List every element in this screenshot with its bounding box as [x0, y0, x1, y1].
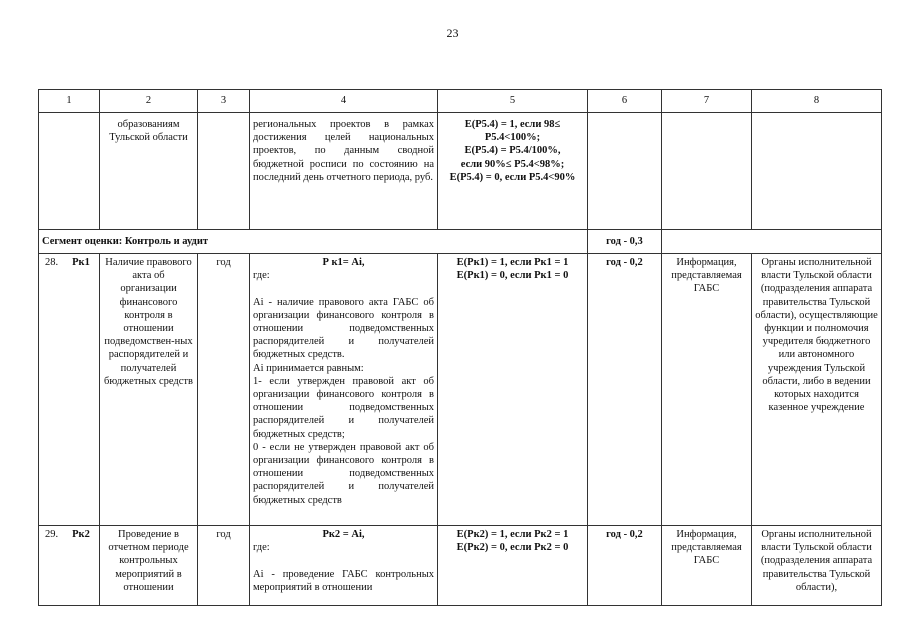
segment-row [39, 230, 882, 254]
formula-cell [250, 526, 438, 606]
indicator-row [39, 254, 882, 526]
formula-text: 0 - если не утвержден правовой акт об организации финансового контроля в отношении подведомственных распорядителей и получателей бюджетных средств [253, 441, 434, 506]
column-number: 1 [39, 90, 100, 113]
responsible-cell: Органы исполнительной власти Тульской области (подразделения аппарата правительства Тульской области), осуществляющие функции и полномочия учредителя бюджетного или автономного учреждения Тульской области, либо в ведении которых находится казенное учреждение [752, 254, 882, 526]
indicator-row [39, 526, 882, 606]
indicator-code: Рк1 [72, 257, 90, 268]
cell-empty [39, 113, 100, 230]
evaluation-cell [438, 254, 588, 526]
evaluation-line: Е(P5.4) = P5.4/100%, [464, 145, 561, 157]
evaluation-line: P5.4<100%; [484, 132, 541, 144]
indicator-name-cell: образованиям Тульской области [100, 113, 198, 230]
evaluation-line: Е(Рк2) = 1, если Рк2 = 1 [456, 529, 569, 540]
continuation-row [39, 113, 882, 230]
indicator-name-cell: Проведение в отчетном периоде контрольных мероприятий в отношении [100, 526, 198, 606]
indicator-number-cell [39, 526, 100, 606]
evaluation-line: Е(Рк1) = 1, если Рк1 = 1 [456, 257, 569, 268]
column-number: 8 [752, 90, 882, 113]
formula-cell [250, 254, 438, 526]
cell-empty [662, 230, 882, 254]
evaluation-line: Е(P5.4) = 1, если 98≤ [464, 119, 561, 130]
evaluation-cell [438, 526, 588, 606]
formula-text: Аi - проведение ГАБС контрольных мероприятий в отношении [253, 568, 434, 593]
indicator-code: Рк2 [72, 529, 90, 540]
column-number: 6 [588, 90, 662, 113]
row-number: 29. [45, 529, 59, 540]
segment-weight: год - 0,3 [588, 230, 662, 254]
cell-empty [198, 113, 250, 230]
cell-empty [588, 113, 662, 230]
responsible-cell: Органы исполнительной власти Тульской области (подразделения аппарата правительства Тульской области), [752, 526, 882, 606]
evaluation-line: Е(P5.4) = 0, если P5.4<90% [449, 171, 576, 183]
weight-cell: год - 0,2 [588, 526, 662, 606]
cell-empty [662, 113, 752, 230]
period-cell: год [198, 526, 250, 606]
evaluation-line: Е(Рк2) = 0, если Рк2 = 0 [456, 542, 569, 554]
formula-text: Аi принимается равным: [253, 362, 364, 374]
row-number: 28. [45, 257, 59, 268]
column-number: 2 [100, 90, 198, 113]
weight-cell: год - 0,2 [588, 254, 662, 526]
formula-title: Р к1= Аi, [322, 257, 365, 268]
segment-label: Сегмент оценки: Контроль и аудит [39, 230, 588, 254]
formula-title: Рк2 = Аi, [322, 529, 365, 540]
evaluation-line: если 90%≤ P5.4<98%; [460, 158, 565, 170]
formula-text: 1- если утвержден правовой акт об организации финансового контроля в отношении подведомственных распорядителей и получателей бюджетных средств; [253, 375, 434, 440]
formula-where: где: [253, 542, 270, 554]
indicator-name-cell: Наличие правового акта об организации финансового контроля в отношении подведомствен-ных распорядителей и получателей бюджетных средств [100, 254, 198, 526]
formula-text: Аi - наличие правового акта ГАБС об организации финансового контроля в отношении подведомственных распорядителей и получателей бюджетных средств. [253, 296, 434, 361]
column-number: 7 [662, 90, 752, 113]
formula-cell: региональных проектов в рамках достижения целей национальных проектов, по данным сводной бюджетной росписи по состоянию на последний день отчетного периода, руб. [250, 113, 438, 230]
formula-where: где: [253, 270, 270, 282]
column-number: 3 [198, 90, 250, 113]
column-number: 5 [438, 90, 588, 113]
cell-empty [752, 113, 882, 230]
source-cell: Информация, представляемая ГАБС [662, 526, 752, 606]
page-number: 23 [446, 26, 459, 40]
source-cell: Информация, представляемая ГАБС [662, 254, 752, 526]
period-cell: год [198, 254, 250, 526]
evaluation-cell [438, 113, 588, 230]
indicator-number-cell [39, 254, 100, 526]
indicator-table [38, 89, 882, 606]
column-number-row [39, 90, 882, 113]
evaluation-line: Е(Рк1) = 0, если Рк1 = 0 [456, 270, 569, 282]
column-number: 4 [250, 90, 438, 113]
